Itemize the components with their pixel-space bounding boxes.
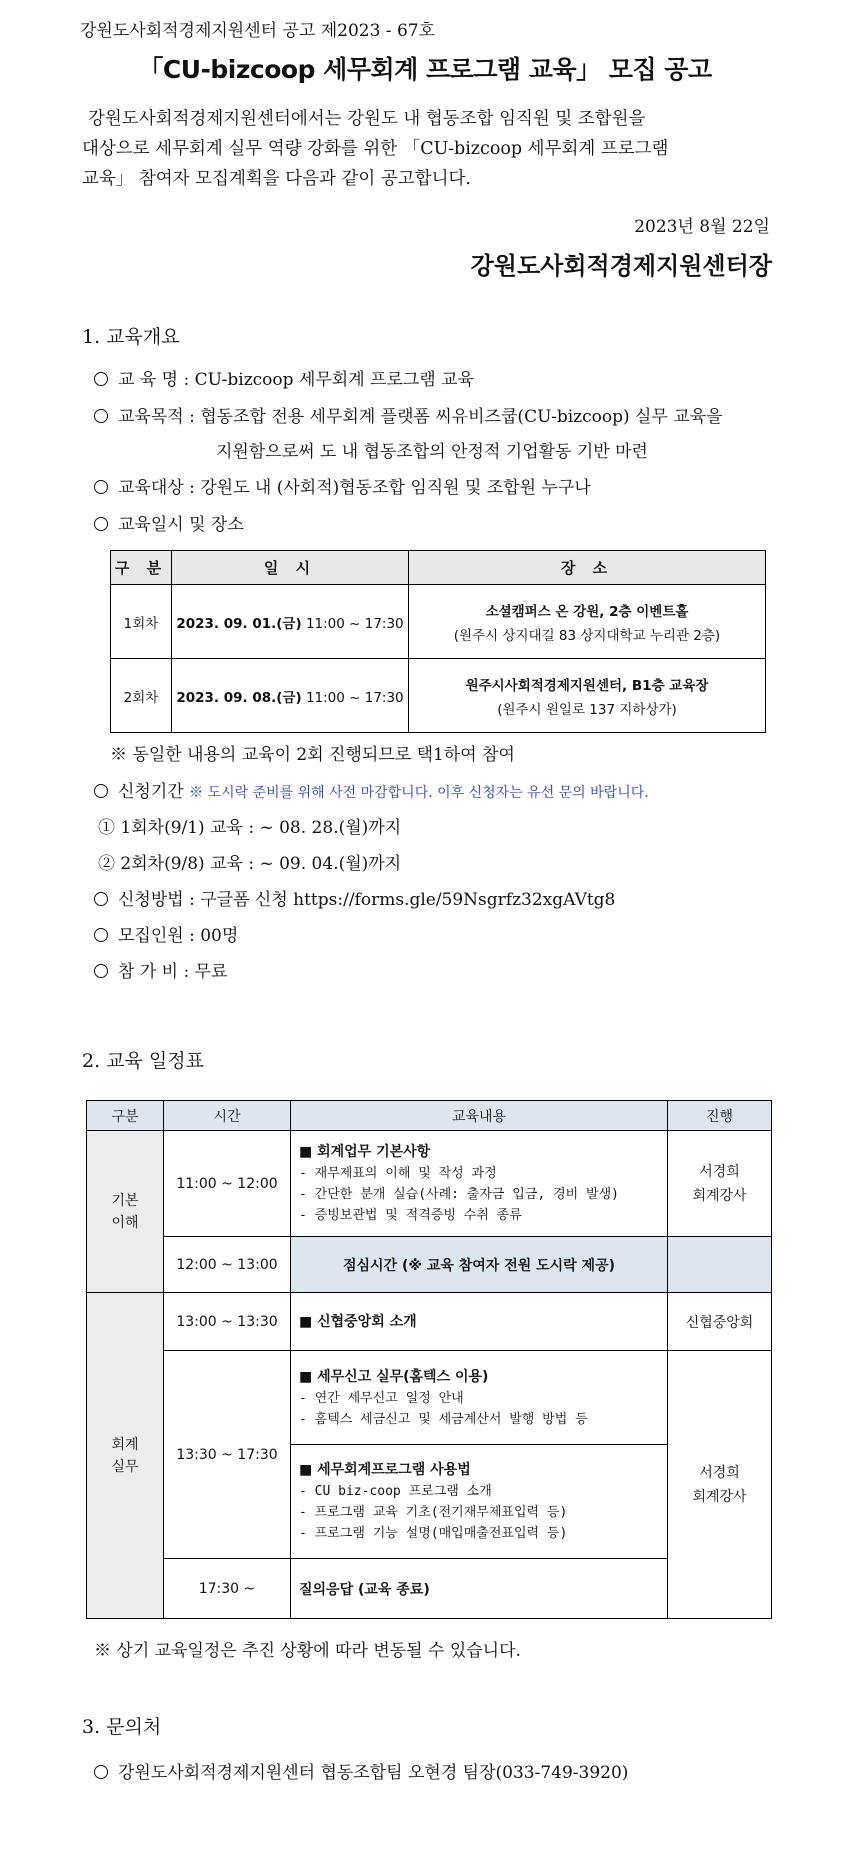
lunch-cell: 점심시간 (※ 교육 참여자 전원 도시락 제공) [291, 1237, 668, 1293]
item-target: 교육대상 : 강원도 내 (사회적)협동조합 임직원 및 조합원 누구나 [94, 473, 591, 498]
item-purpose: 교육목적 : 협동조합 전용 세무회계 플랫폼 씨유비즈쿱(CU-bizcoop) 실무 교육을 [94, 402, 723, 427]
lead-cell: 신협중앙회 [668, 1293, 772, 1351]
table-row [87, 1237, 772, 1293]
table-row [87, 1131, 772, 1237]
notice-title: 「CU-bizcoop 세무회계 프로그램 교육」 모집 공고 [138, 55, 712, 84]
item-datetime: 교육일시 및 장소 [94, 510, 244, 535]
time-cell: 12:00 ~ 13:00 [164, 1237, 291, 1293]
group-practice: 회계 실무 [87, 1293, 164, 1619]
time-cell: 11:00 ~ 12:00 [164, 1131, 291, 1237]
lead-cell: 서경희 회계강사 [668, 1351, 772, 1619]
round-choice-note: ※ 동일한 내용의 교육이 2회 진행되므로 택1하여 참여 [110, 745, 515, 765]
round-cell: 2회차 [111, 659, 172, 733]
bullet-circle-icon [94, 372, 108, 386]
place-cell: 소셜캠퍼스 온 강원, 2층 이벤트홀 (원주시 상지대길 83 상지대학교 누리관 2층) [409, 585, 766, 659]
schedule-place-table [110, 550, 766, 733]
bullet-circle-icon [94, 480, 108, 494]
item-course-name: 교 육 명 : CU-bizcoop 세무회계 프로그램 교육 [94, 365, 474, 390]
intro-line-2: 대상으로 세무회계 실무 역량 강화를 위한 「CU-bizcoop 세무회계 프로그램 [82, 139, 669, 159]
contact-info: 강원도사회적경제지원센터 협동조합팀 오현경 팀장(033-749-3920) [94, 1758, 628, 1783]
col-header-content: 교육내용 [291, 1101, 668, 1131]
content-cell: ■ 회계업무 기본사항 - 재무제표의 이해 및 작성 과정 - 간단한 분개 실습(사례: 출자금 입금, 경비 발생) - 증빙보관법 및 적격증빙 수취 종류 [291, 1131, 668, 1237]
lead-cell: 서경희 회계강사 [668, 1131, 772, 1237]
intro-line-1: 강원도사회적경제지원센터에서는 강원도 내 협동조합 임직원 및 조합원을 [88, 109, 646, 129]
col-header-datetime: 일 시 [172, 551, 409, 585]
bullet-circle-icon [94, 928, 108, 942]
item-apply-method: 신청방법 : 구글폼 신청 https://forms.gle/59Nsgrfz32xgAVtg8 [94, 885, 615, 910]
bullet-circle-icon [94, 517, 108, 531]
item-capacity: 모집인원 : 00명 [94, 921, 238, 946]
time-cell: 13:00 ~ 13:30 [164, 1293, 291, 1351]
time-cell: 17:30 ~ [164, 1559, 291, 1619]
time-cell: 13:30 ~ 17:30 [164, 1351, 291, 1559]
col-header-place: 장 소 [409, 551, 766, 585]
notice-number: 강원도사회적경제지원센터 공고 제2023 - 67호 [80, 21, 436, 41]
group-basic: 기본 이해 [87, 1131, 164, 1293]
bullet-circle-icon [94, 409, 108, 423]
col-header-category: 구분 [87, 1101, 164, 1131]
notice-date: 2023년 8월 22일 [634, 217, 770, 237]
content-cell: ■ 세무회계프로그램 사용법 - CU biz-coop 프로그램 소개 - 프로그램 교육 기초(전기재무제표입력 등) - 프로그램 기능 설명(매입매출전표입력 등) [291, 1445, 668, 1559]
table-row [111, 585, 766, 659]
bullet-circle-icon [94, 964, 108, 978]
issuing-organization: 강원도사회적경제지원센터장 [470, 252, 772, 280]
bullet-circle-icon [94, 892, 108, 906]
content-cell: ■ 세무신고 실무(홈텍스 이용) - 연간 세무신고 일정 안내 - 홈텍스 세금신고 및 세금계산서 발행 방법 등 [291, 1351, 668, 1445]
content-cell: ■ 신협중앙회 소개 [291, 1293, 668, 1351]
col-header-time: 시간 [164, 1101, 291, 1131]
round-cell: 1회차 [111, 585, 172, 659]
section2-heading: 2. 교육 일정표 [82, 1050, 204, 1072]
deadline-round-1: ① 1회차(9/1) 교육 : ~ 08. 28.(월)까지 [98, 818, 402, 838]
intro-line-3: 교육」 참여자 모집계획을 다음과 같이 공고합니다. [82, 169, 471, 189]
lead-cell-empty [668, 1237, 772, 1293]
schedule-change-note: ※ 상기 교육일정은 추진 상황에 따라 변동될 수 있습니다. [94, 1641, 521, 1661]
datetime-cell: 2023. 09. 08.(금) 11:00 ~ 17:30 [172, 659, 409, 733]
deadline-round-2: ② 2회차(9/8) 교육 : ~ 09. 04.(월)까지 [98, 854, 402, 874]
apply-period-note: ※ 도시락 준비를 위해 사전 마감합니다. 이후 신청자는 유선 문의 바랍니다. [189, 785, 649, 801]
education-schedule-table [86, 1100, 772, 1619]
bullet-circle-icon [94, 784, 108, 798]
bullet-circle-icon [94, 1765, 108, 1779]
section1-heading: 1. 교육개요 [82, 326, 180, 348]
datetime-cell: 2023. 09. 01.(금) 11:00 ~ 17:30 [172, 585, 409, 659]
table-row [87, 1293, 772, 1351]
content-cell: 질의응답 (교육 종료) [291, 1559, 668, 1619]
item-purpose-cont: 지원함으로써 도 내 협동조합의 안정적 기업활동 기반 마련 [216, 442, 648, 462]
col-header-round: 구 분 [111, 551, 172, 585]
place-cell: 원주시사회적경제지원센터, B1층 교육장 (원주시 원일로 137 지하상가) [409, 659, 766, 733]
table-row [87, 1351, 772, 1445]
col-header-lead: 진행 [668, 1101, 772, 1131]
item-fee: 참 가 비 : 무료 [94, 957, 227, 982]
table-row [111, 659, 766, 733]
section3-heading: 3. 문의처 [82, 1716, 162, 1738]
item-apply-period: 신청기간 ※ 도시락 준비를 위해 사전 마감합니다. 이후 신청자는 유선 문의 바랍니다. [94, 777, 649, 802]
